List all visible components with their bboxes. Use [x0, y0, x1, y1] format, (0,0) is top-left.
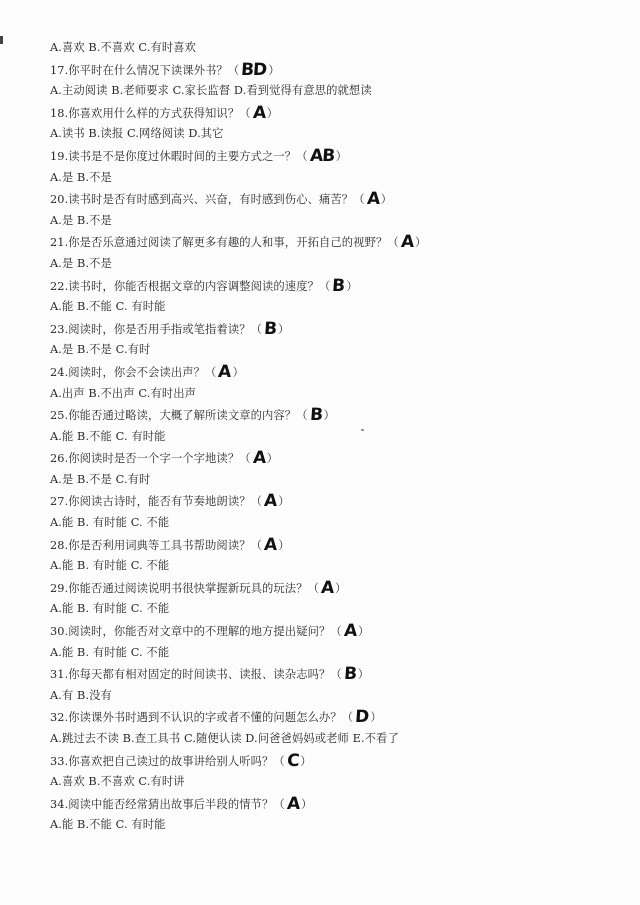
question-line — [50, 318, 630, 340]
options-line — [50, 771, 630, 793]
question-text: 24.阅读时，你会不会读出声？（ — [50, 365, 217, 379]
options-line — [50, 426, 630, 448]
options-line — [50, 296, 630, 318]
question-text: 32.你读课外书时遇到不认识的字或者不懂的问题怎么办？（ — [50, 711, 354, 725]
closing-parenthesis: ） — [335, 581, 347, 595]
options-text: A.喜欢 B.不喜欢 C.有时喜欢 — [50, 41, 197, 54]
question-line — [50, 59, 630, 81]
options-text: A.是 B.不是 C.有时 — [50, 472, 151, 486]
options-text: A.出声 B.不出声 C.有时出声 — [50, 386, 197, 400]
question-text: 22.读书时，你能否根据文章的内容调整阅读的速度？（ — [50, 279, 331, 293]
options-text: A.喜欢 B.不喜欢 C.有时讲 — [50, 775, 185, 789]
options-text: A.主动阅读 B.老师要求 C.家长监督 D.看到觉得有意思的就想读 — [50, 84, 372, 98]
options-line — [50, 728, 630, 750]
question-line — [50, 145, 630, 167]
handwritten-answer: BD — [240, 59, 268, 80]
options-line — [50, 469, 630, 491]
question-line — [50, 577, 630, 599]
question-line — [50, 102, 630, 124]
question-text: 34.阅读中能否经常猜出故事后半段的情节？（ — [50, 797, 285, 811]
closing-parenthesis: ） — [268, 63, 280, 77]
closing-parenthesis: ） — [346, 279, 358, 293]
question-line — [50, 793, 630, 815]
options-line — [50, 339, 630, 361]
options-line — [50, 123, 630, 145]
question-text: 31.你每天都有相对固定的时间读书、读报、读杂志吗？（ — [50, 668, 342, 682]
closing-parenthesis: ） — [357, 668, 370, 682]
options-line — [50, 383, 630, 405]
closing-parenthesis: ） — [300, 754, 312, 768]
handwritten-answer: A — [400, 232, 414, 253]
closing-parenthesis: ） — [266, 106, 279, 120]
options-text: A.读书 B.读报 C.网络阅读 D.其它 — [50, 127, 224, 141]
question-line — [50, 534, 630, 556]
options-text: A.能 B. 有时能 C. 不能 — [50, 645, 170, 659]
handwritten-answer: B — [263, 318, 277, 339]
questionnaire-text — [50, 37, 630, 836]
handwritten-answer: A — [343, 621, 357, 642]
question-text: 25.你能否通过略读，大概了解所读文章的内容？（ — [50, 409, 308, 423]
closing-parenthesis: ） — [278, 495, 290, 509]
options-text: A.是 B.不是 — [50, 256, 112, 270]
handwritten-answer: B — [308, 405, 323, 426]
question-line — [50, 361, 630, 383]
options-text: A.是 B.不是 — [50, 170, 112, 184]
options-line — [50, 167, 630, 189]
question-line — [50, 490, 630, 512]
question-line — [50, 620, 630, 642]
question-text: 17.你平时在什么情况下读课外书？（ — [50, 63, 240, 77]
handwritten-answer: A — [251, 448, 266, 469]
handwritten-answer: A — [263, 534, 277, 555]
question-line — [50, 188, 630, 210]
closing-parenthesis: ） — [357, 625, 370, 639]
handwritten-answer: AB — [308, 145, 335, 166]
closing-parenthesis: ） — [380, 193, 393, 207]
options-text: A.是 B.不是 C.有时 — [50, 343, 151, 357]
closing-parenthesis: ） — [370, 711, 382, 725]
options-line — [50, 598, 630, 620]
question-line — [50, 663, 630, 685]
options-text: A.能 B. 有时能 C. 不能 — [50, 559, 170, 573]
options-text: A.能 B.不能 C. 有时能 — [50, 300, 166, 314]
question-text: 19.读书是不是你度过休暇时间的主要方式之一？（ — [50, 149, 308, 163]
question-text: 18.你喜欢用什么样的方式获得知识？（ — [50, 106, 251, 120]
options-line — [50, 253, 630, 275]
options-line — [50, 642, 630, 664]
options-text: A.能 B.不能 C. 有时能 — [50, 818, 166, 832]
question-text: 21.你是否乐意通过阅读了解更多有趣的人和事，开拓自己的视野？（ — [50, 236, 399, 250]
options-line — [50, 512, 630, 534]
scan-edge-mark — [0, 36, 3, 44]
question-text: 27.你阅读古诗时，能否有节奏地朗读？（ — [50, 495, 263, 509]
closing-parenthesis: ） — [335, 149, 348, 163]
handwritten-answer: A — [217, 361, 232, 382]
handwritten-answer: B — [343, 664, 357, 685]
question-line — [50, 706, 630, 728]
question-text: 28.你是否利用词典等工具书帮助阅读？（ — [50, 538, 263, 552]
options-line — [50, 555, 630, 577]
handwritten-answer: A — [320, 577, 334, 598]
options-text: A.跳过去不读 B.查工具书 C.随便认读 D.问爸爸妈妈或老师 E.不看了 — [50, 732, 399, 745]
options-line — [50, 37, 630, 59]
options-line — [50, 210, 630, 232]
handwritten-answer: A — [365, 189, 380, 210]
question-text: 26.你阅读时是否一个字一个字地读？（ — [50, 452, 251, 466]
question-line — [50, 447, 630, 469]
question-text: 23.阅读时，你是否用手指或笔指着读？（ — [50, 322, 263, 336]
closing-parenthesis: ） — [414, 236, 427, 250]
options-text: A.有 B.没有 — [50, 688, 112, 702]
handwritten-answer: B — [331, 275, 346, 296]
closing-parenthesis: ） — [278, 538, 290, 552]
question-text: 30.阅读时，你能否对文章中的不理解的地方提出疑问？（ — [50, 625, 342, 639]
handwritten-answer: D — [354, 707, 370, 728]
options-text: A.能 B. 有时能 C. 不能 — [50, 602, 170, 616]
question-line — [50, 404, 630, 426]
closing-parenthesis: ） — [300, 797, 313, 811]
options-text: A.能 B. 有时能 C. 不能 — [50, 516, 170, 530]
closing-parenthesis: ） — [266, 452, 279, 466]
question-line — [50, 275, 630, 297]
closing-parenthesis: ） — [323, 409, 335, 423]
question-line — [50, 231, 630, 253]
closing-parenthesis: ） — [277, 322, 290, 336]
options-text: A.能 B.不能 C. 有时能 — [50, 429, 166, 443]
options-line — [50, 80, 630, 102]
options-line — [50, 814, 630, 836]
options-line — [50, 685, 630, 707]
handwritten-answer: A — [263, 491, 277, 512]
handwritten-answer: A — [286, 793, 300, 814]
closing-parenthesis: ） — [232, 365, 245, 379]
question-line — [50, 750, 630, 772]
question-text: 29.你能否通过阅读说明书很快掌握新玩具的玩法？（ — [50, 581, 319, 595]
handwritten-answer: C — [286, 750, 300, 771]
question-text: 33.你喜欢把自己读过的故事讲给别人听吗？（ — [50, 754, 285, 768]
options-text: A.是 B.不是 — [50, 213, 112, 227]
question-text: 20.读书时是否有时感到高兴、兴奋，有时感到伤心、痛苦？（ — [50, 193, 365, 207]
handwritten-answer: A — [251, 102, 266, 123]
